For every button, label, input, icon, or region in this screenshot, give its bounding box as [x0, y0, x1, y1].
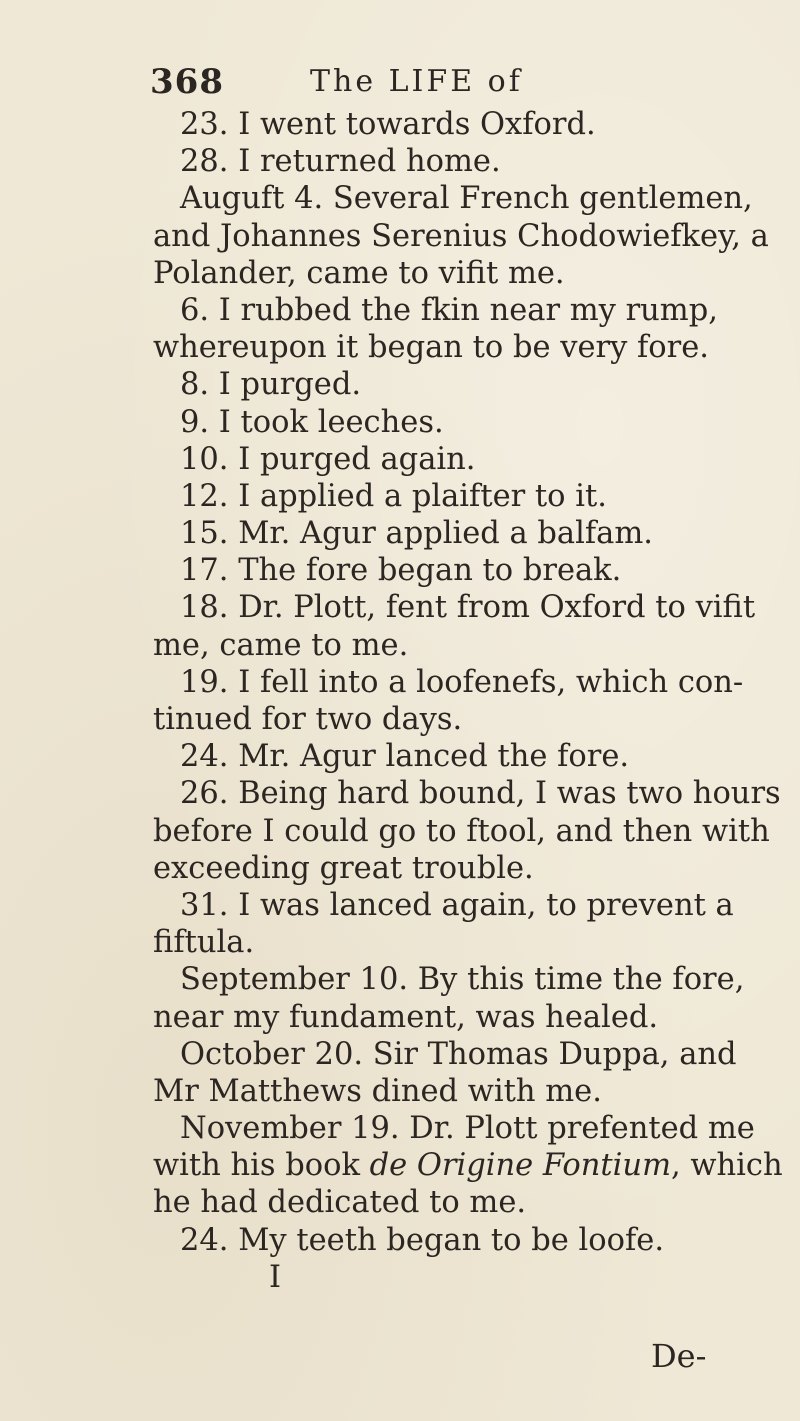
text-line: me, came to me.: [153, 627, 409, 663]
book-title: de Origine Fontium: [369, 1148, 671, 1184]
text-line: Mr Matthews dined with me.: [153, 1073, 602, 1109]
text-line: near my fundament, was healed.: [153, 999, 659, 1035]
text-line: exceeding great trouble.: [153, 850, 534, 886]
text-line: 9. I took leeches.: [180, 404, 444, 440]
text-line: 10. I purged again.: [180, 441, 476, 477]
text-line: Auguft 4. Several French gentlemen,: [180, 181, 753, 217]
text-line: 15. Mr. Agur applied a balfam.: [180, 516, 653, 552]
text-line: 8. I purged.: [180, 367, 362, 403]
text-line: 26. Being hard bound, I was two hours: [180, 776, 781, 812]
text-line: September 10. By this time the fore,: [180, 962, 745, 998]
text-line: fiftula.: [153, 925, 255, 961]
text-line: 18. Dr. Plott, fent from Oxford to vifit: [180, 590, 756, 626]
text-line: 19. I fell into a loofenefs, which con-: [180, 664, 744, 700]
signature-mark: I: [269, 1259, 282, 1295]
body-text: [153, 106, 783, 1296]
text-line: 24. Mr. Agur lanced the fore.: [180, 739, 630, 775]
text-line: November 19. Dr. Plott prefented me: [180, 1111, 755, 1147]
catchword: De-: [651, 1337, 707, 1375]
text-line: and Johannes Serenius Chodowiefkey, a: [153, 218, 769, 254]
text-line: 24. My teeth began to be loofe.: [180, 1222, 665, 1258]
running-title: The LIFE of: [310, 64, 523, 99]
text-line: with his book de Origine Fontium, which: [153, 1148, 783, 1184]
text-line: he had dedicated to me.: [153, 1185, 527, 1221]
text-line: before I could go to ftool, and then with: [153, 813, 770, 849]
page-number: 368: [150, 62, 224, 102]
text-line: Polander, came to vifit me.: [153, 255, 565, 291]
text-line: 12. I applied a plaifter to it.: [180, 478, 607, 514]
text-line: 23. I went towards Oxford.: [180, 107, 596, 142]
text-line: 31. I was lanced again, to prevent a: [180, 887, 734, 923]
text-line: October 20. Sir Thomas Duppa, and: [180, 1036, 737, 1072]
text-line: tinued for two days.: [153, 702, 463, 737]
text-line: 6. I rubbed the fkin near my rump,: [180, 292, 718, 328]
page-header: [0, 62, 800, 106]
text-line: 28. I returned home.: [180, 144, 501, 180]
text-line: 17. The fore began to break.: [180, 553, 622, 589]
text-line: whereupon it began to be very fore.: [153, 330, 709, 366]
